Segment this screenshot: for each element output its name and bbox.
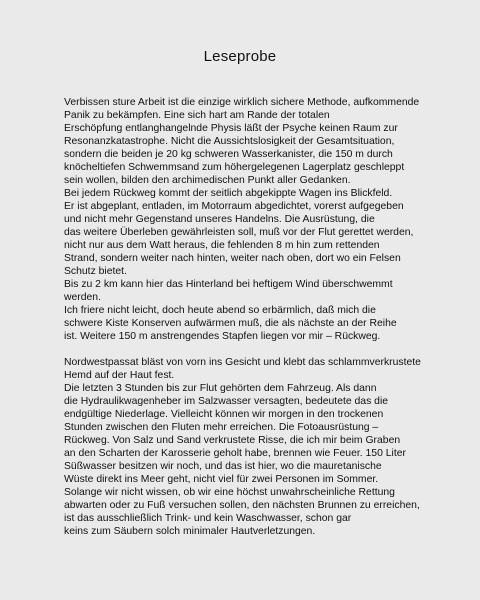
text-line: Schutz bietet.	[64, 266, 127, 277]
paragraph	[64, 356, 464, 538]
text-line: keins zum Säubern solch minimaler Hautverletzungen.	[64, 526, 316, 537]
text-line: Wüste direkt ins Meer geht, nicht viel für zwei Personen im Sommer.	[64, 474, 379, 485]
text-line: Strand, sondern weiter nach hinten, weiter nach oben, dort wo ein Felsen	[64, 253, 401, 264]
text-line: Ich friere nicht leicht, doch heute abend so erbärmlich, daß mich die	[64, 305, 376, 316]
paragraph	[64, 96, 464, 343]
text-line: abwarten oder zu Fuß versuchen sollen, den nächsten Brunnen zu erreichen,	[64, 500, 420, 511]
text-line: sondern die beiden je 20 kg schweren Wasserkanister, die 150 m durch	[64, 149, 393, 160]
text-line: Resonanzkatastrophe. Nicht die Aussichtslosigkeit der Gesamtsituation,	[64, 136, 395, 147]
text-line: Die letzten 3 Stunden bis zur Flut gehörten dem Fahrzeug. Als dann	[64, 383, 377, 394]
text-line: an den Scharten der Karosserie geholt habe, brennen wie Feuer. 150 Liter	[64, 448, 406, 459]
text-line: die Hydraulikwagenheber im Salzwasser versagten, bedeutete das die	[64, 396, 389, 407]
text-line: Bei jedem Rückweg kommt der seitlich abgekippte Wagen ins Blickfeld.	[64, 188, 393, 199]
paragraph-gap	[64, 343, 464, 356]
text-line: das weitere Überleben gewährleisten soll, muß vor der Flut gerettet werden,	[64, 227, 414, 238]
text-line: Verbissen sture Arbeit ist die einzige wirklich sichere Methode, aufkommende	[64, 97, 420, 108]
page-title: Leseprobe	[203, 48, 277, 65]
text-line: knöcheltiefen Schwemmsand zum höhergelegenen Lagerplatz geschleppt	[64, 162, 405, 173]
text-line: endgültige Niederlage. Vielleicht können wir morgen in den trockenen	[64, 409, 384, 420]
text-line: ist. Weitere 150 m anstrengendes Stapfen liegen vor mir – Rückweg.	[64, 331, 381, 342]
text-line: Er ist abgeplant, entladen, im Motorraum abgedichtet, vorerst aufgegeben	[64, 201, 404, 212]
text-line: und nicht mehr Gegenstand unseres Handelns. Die Ausrüstung, die	[64, 214, 375, 225]
text-line: Solange wir nicht wissen, ob wir eine höchst unwahrscheinliche Rettung	[64, 487, 395, 498]
text-line: ist das ausschließlich Trink- und kein Waschwasser, schon gar	[64, 513, 352, 524]
text-line: Erschöpfung entlanghangelnde Physis läßt der Psyche keinen Raum zur	[64, 123, 398, 134]
text-line: sein wollen, bilden den archimedischen Punkt aller Gedanken.	[64, 175, 351, 186]
text-line: werden.	[64, 292, 101, 303]
text-line: Stunden zwischen den Fluten mehr erreichen. Die Fotoausrüstung –	[64, 422, 379, 433]
text-line: Hemd auf der Haut fest.	[64, 370, 175, 381]
text-line: Nordwestpassat bläst von vorn ins Gesicht und klebt das schlammverkrustete	[64, 357, 421, 368]
text-line: Panik zu bekämpfen. Eine sich hart am Rande der totalen	[64, 110, 330, 121]
text-line: nicht nur aus dem Watt heraus, die fehlenden 8 m hin zum rettenden	[64, 240, 380, 251]
text-line: Rückweg. Von Salz und Sand verkrustete Risse, die ich mir beim Graben	[64, 435, 401, 446]
article-body	[64, 96, 464, 538]
text-line: Bis zu 2 km kann hier das Hinterland bei heftigem Wind überschwemmt	[64, 279, 393, 290]
text-line: schwere Kiste Konserven aufwärmen muß, die als nächste an der Reihe	[64, 318, 397, 329]
text-line: Süßwasser besitzen wir noch, und das ist hier, wo die mauretanische	[64, 461, 382, 472]
